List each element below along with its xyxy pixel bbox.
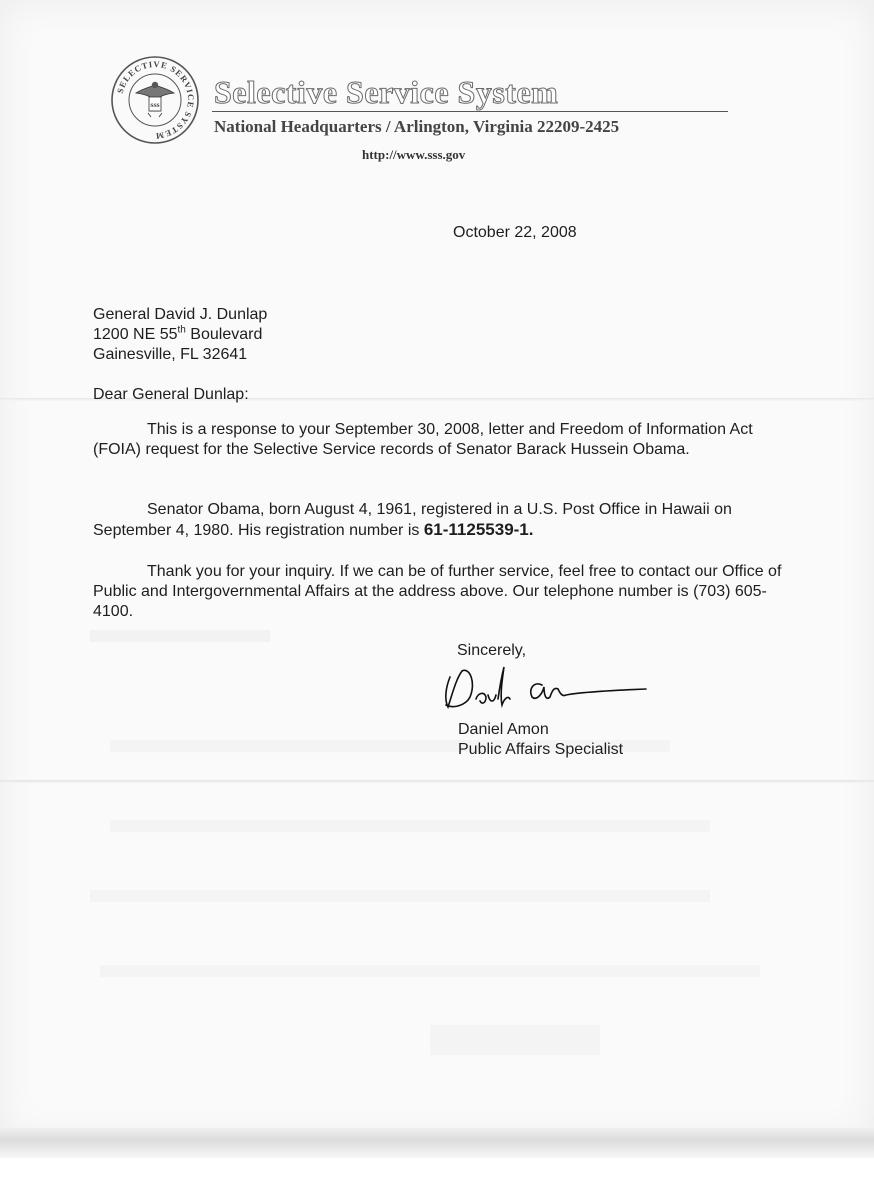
- bleed-through-mark: [110, 820, 710, 832]
- agency-name: Selective Service System: [214, 74, 559, 110]
- signer-title: Public Affairs Specialist: [458, 741, 624, 758]
- paragraph-foia-response: This is a response to your September 30, 2008, letter and Freedom of Information Act (FOIA) request for the Selective Service records of Senator Barack Hussein Obama.: [93, 421, 753, 458]
- paragraph-contact: Thank you for your inquiry. If we can be of further service, feel free to contact our Office of Public and Intergovernmental Affairs at the address above. Our telephone number is (703) 605-4100.: [93, 563, 782, 620]
- signer-name: Daniel Amon: [458, 721, 549, 738]
- recipient-city: Gainesville, FL 32641: [93, 346, 248, 363]
- recipient-address: [93, 305, 267, 365]
- paragraph-registration: Senator Obama, born August 4, 1961, registered in a U.S. Post Office in Hawaii on September 4, 1980. His registration number is 61-1125539-1.: [93, 501, 732, 539]
- paper-fold: [0, 780, 874, 783]
- salutation: Dear General Dunlap:: [93, 386, 249, 403]
- bleed-through-mark: [90, 890, 710, 902]
- svg-text:SSS: SSS: [150, 103, 160, 109]
- signature-icon: [436, 655, 656, 715]
- headquarters-address: National Headquarters / Arlington, Virginia 22209-2425: [214, 117, 620, 136]
- website-link[interactable]: http://www.sss.gov: [362, 147, 466, 162]
- page-bottom-edge: [0, 1128, 874, 1158]
- header-divider: [212, 111, 728, 112]
- recipient-street: 1200 NE 55th Boulevard: [93, 324, 263, 343]
- bleed-through-mark: [90, 630, 270, 642]
- closing: Sincerely,: [457, 642, 527, 659]
- bleed-through-mark: [100, 965, 760, 977]
- letter-date: October 22, 2008: [453, 224, 577, 241]
- registration-number: 61-1125539-1.: [423, 520, 534, 539]
- selective-service-seal-icon: [110, 55, 200, 145]
- svg-text:SELECTIVE SERVICE SYSTEM: SELECTIVE SERVICE SYSTEM: [114, 58, 197, 142]
- recipient-name: General David J. Dunlap: [93, 306, 268, 323]
- bleed-through-mark: [430, 1025, 600, 1055]
